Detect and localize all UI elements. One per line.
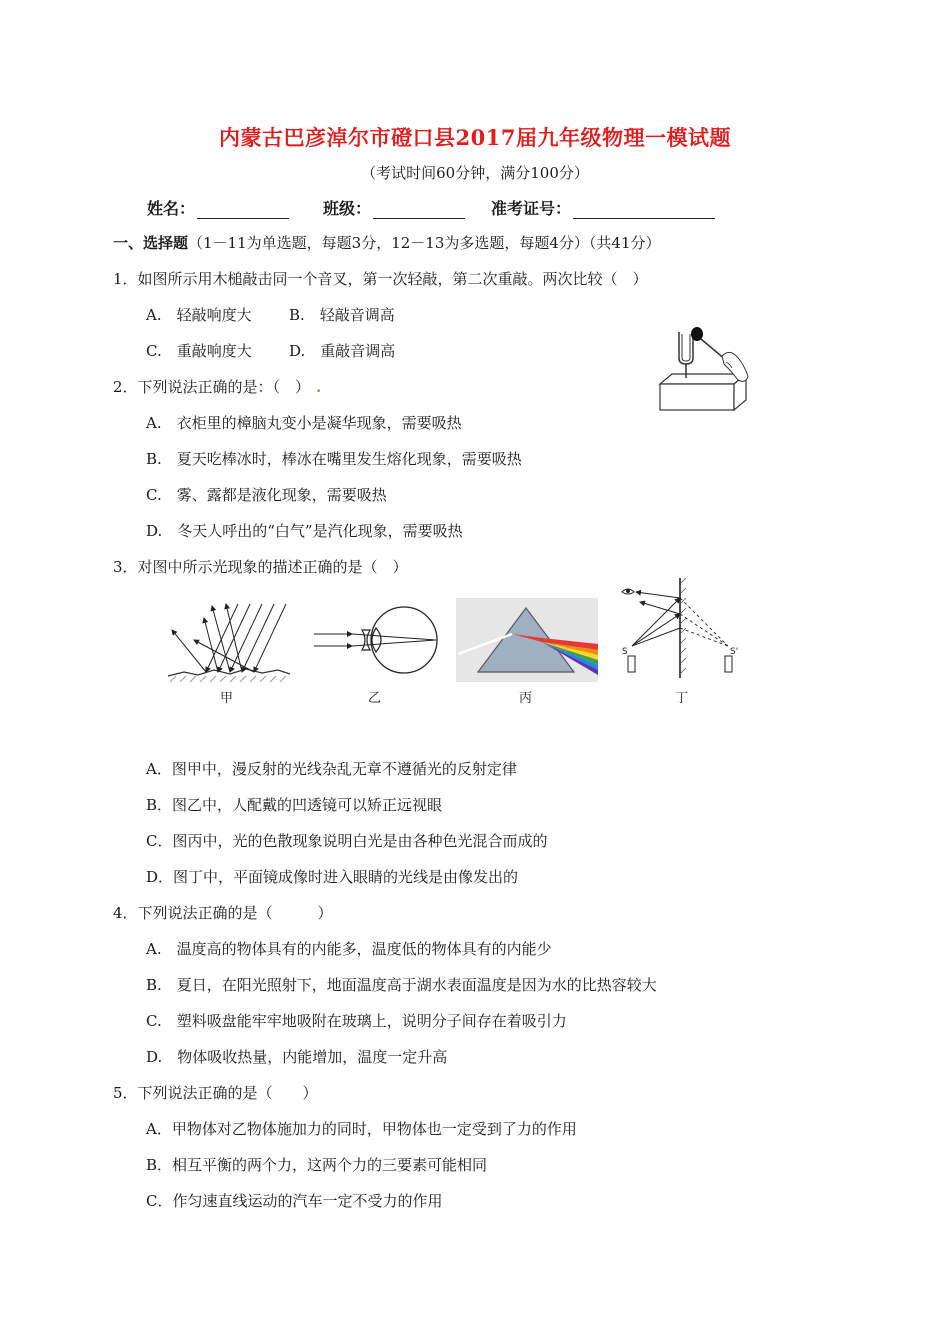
section-note: （1－11为单选题，每题3分，12－13为多选题，每题4分）（共41分） xyxy=(188,234,661,252)
q4-option-a[interactable]: A. 温度高的物体具有的内能多，温度低的物体具有的内能少 xyxy=(146,940,552,958)
q5-option-c[interactable]: C．作匀速直线运动的汽车一定不受力的作用 xyxy=(146,1192,443,1210)
class-field[interactable] xyxy=(323,196,465,219)
q1-option-c[interactable]: C. 重敲响度大 xyxy=(146,342,252,360)
figure-label-jia: 甲 xyxy=(220,691,234,706)
figure-label-ding: 丁 xyxy=(675,691,689,706)
section-heading xyxy=(113,232,661,253)
q2-option-c[interactable]: C. 雾、露都是液化现象，需要吸热 xyxy=(146,486,387,504)
source-label-s: S xyxy=(622,647,628,657)
q3-option-b[interactable]: B．图乙中，人配戴的凹透镜可以矫正远视眼 xyxy=(146,796,443,814)
q1-option-b[interactable]: B. 轻敲音调高 xyxy=(289,306,395,324)
question-2-text: 2．下列说法正确的是：（ ） xyxy=(113,378,311,396)
diffuse-reflection-figure xyxy=(164,596,294,682)
q4-option-d[interactable]: D. 物体吸收热量，内能增加，温度一定升高 xyxy=(146,1048,448,1066)
name-field[interactable] xyxy=(147,196,289,219)
dot-mark: . xyxy=(316,378,322,396)
q3-option-c[interactable]: C．图丙中，光的色散现象说明白光是由各种色光混合而成的 xyxy=(146,832,548,850)
plane-mirror-figure xyxy=(616,578,746,678)
exam-number-field[interactable] xyxy=(491,196,715,219)
eye-lens-figure xyxy=(312,600,442,680)
q3-option-d[interactable]: D．图丁中，平面镜成像时进入眼睛的光线是由像发出的 xyxy=(146,868,519,886)
question-2-stem xyxy=(113,376,321,397)
question-3-stem: 3．对图中所示光现象的描述正确的是（ ） xyxy=(113,558,408,576)
q5-option-a[interactable]: A．甲物体对乙物体施加力的同时，甲物体也一定受到了力的作用 xyxy=(146,1120,577,1138)
figure-label-yi: 乙 xyxy=(368,691,382,706)
question-4-stem: 4．下列说法正确的是（ ） xyxy=(113,904,333,922)
prism-dispersion-figure xyxy=(456,598,598,682)
class-blank[interactable] xyxy=(373,202,465,219)
q2-option-a[interactable]: A. 衣柜里的樟脑丸变小是凝华现象，需要吸热 xyxy=(146,414,462,432)
q4-option-b[interactable]: B. 夏日，在阳光照射下，地面温度高于湖水表面温度是因为水的比热容较大 xyxy=(146,976,657,994)
q1-option-d[interactable]: D. 重敲音调高 xyxy=(289,342,396,360)
name-label: 姓名： xyxy=(147,199,196,218)
figure-label-bing: 丙 xyxy=(519,691,533,706)
tuning-fork-figure xyxy=(652,322,752,414)
question-5-stem: 5．下列说法正确的是（ ） xyxy=(113,1084,318,1102)
image-label-s-prime: S' xyxy=(730,647,739,657)
question-1-stem: 1．如图所示用木槌敲击同一个音叉，第一次轻敲，第二次重敲。两次比较（ ） xyxy=(113,270,648,288)
q2-option-d[interactable]: D. 冬天人呼出的“白气”是汽化现象，需要吸热 xyxy=(146,522,463,540)
q3-option-a[interactable]: A．图甲中，漫反射的光线杂乱无章不遵循光的反射定律 xyxy=(146,760,517,778)
exam-number-label: 准考证号： xyxy=(491,199,572,218)
q5-option-b[interactable]: B．相互平衡的两个力，这两个力的三要素可能相同 xyxy=(146,1156,488,1174)
q2-option-b[interactable]: B. 夏天吃棒冰时，棒冰在嘴里发生熔化现象，需要吸热 xyxy=(146,450,522,468)
class-label: 班级： xyxy=(323,199,372,218)
name-blank[interactable] xyxy=(197,202,289,219)
q4-option-c[interactable]: C. 塑料吸盘能牢牢地吸附在玻璃上，说明分子间存在着吸引力 xyxy=(146,1012,567,1030)
page-title: 内蒙古巴彦淖尔市磴口县2017届九年级物理一模试题 xyxy=(219,125,731,150)
section-title: 一、选择题 xyxy=(113,234,189,252)
exam-subtitle: （考试时间60分钟，满分100分） xyxy=(361,164,589,182)
exam-number-blank[interactable] xyxy=(573,202,715,219)
q1-option-a[interactable]: A. 轻敲响度大 xyxy=(146,306,252,324)
